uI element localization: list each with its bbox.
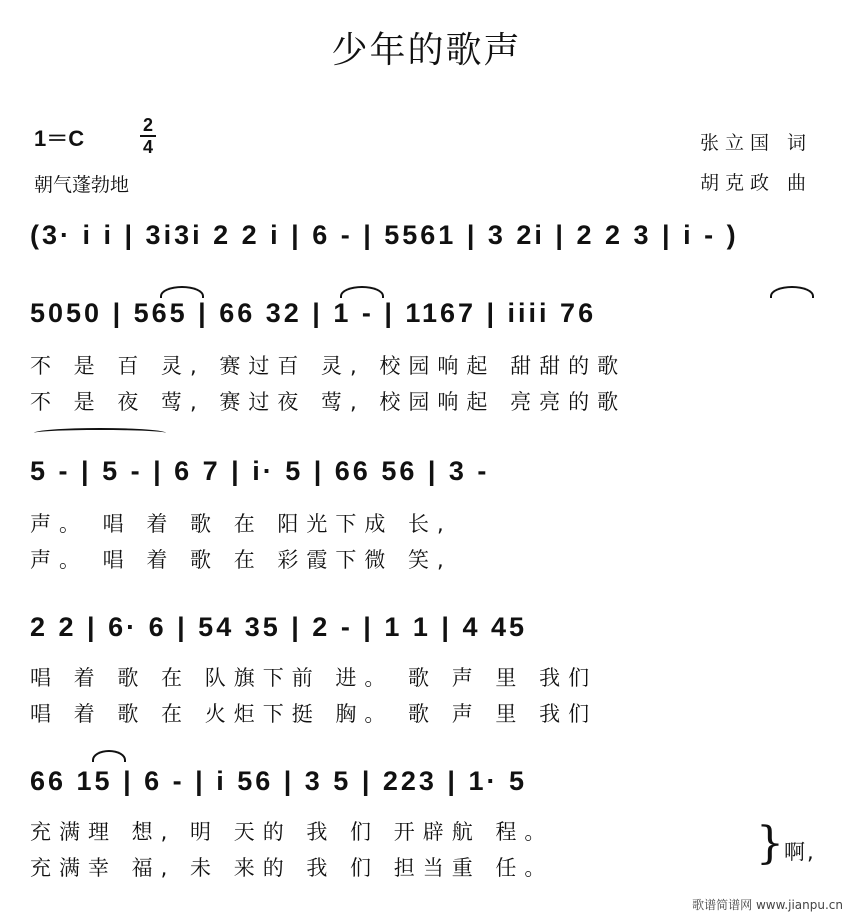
- time-signature: [140, 116, 156, 156]
- ending-lyric: 啊,: [784, 840, 816, 864]
- lyric-row-3-verse-2: 声。 唱 着 歌 在 彩霞下微 笑,: [30, 548, 452, 572]
- lyric-row-2-verse-1: 不 是 百 灵, 赛过百 灵, 校园响起 甜甜的歌: [30, 354, 627, 378]
- tie-arc: [92, 750, 126, 762]
- lyricist-credit: 张立国 词: [700, 132, 813, 154]
- lyric-row-5-verse-1: 充满理 想, 明 天的 我 们 开辟航 程。: [30, 820, 554, 844]
- song-title: 少年的歌声: [331, 30, 522, 71]
- tie-arc: [770, 286, 814, 298]
- time-signature-top: 2: [142, 115, 153, 135]
- composer-credit: 胡克政 曲: [700, 172, 813, 194]
- lyric-row-3-verse-1: 声。 唱 着 歌 在 阳光下成 长,: [30, 512, 452, 536]
- staff-row-4-notes: 2 2 | 6· 6 | 54 35 | 2 - | 1 1 | 4 45: [30, 612, 528, 642]
- lyric-row-5-verse-2: 充满幸 福, 未 来的 我 们 担当重 任。: [30, 856, 554, 880]
- watermark: 歌谱简谱网 www.jianpu.cn: [692, 898, 843, 912]
- staff-row-5-notes: 66 15 | 6 - | i 56 | 3 5 | 223 | 1· 5: [30, 766, 528, 796]
- lyric-row-4-verse-2: 唱 着 歌 在 火炬下挺 胸。 歌 声 里 我们: [30, 702, 598, 726]
- key-signature: 1＝C: [34, 126, 85, 151]
- tie-arc: [160, 286, 204, 298]
- lyric-row-4-verse-1: 唱 着 歌 在 队旗下前 进。 歌 声 里 我们: [30, 666, 598, 690]
- tempo-marking: 朝气蓬勃地: [34, 174, 130, 196]
- tie-arc: [340, 286, 384, 298]
- verse-brace: }: [756, 818, 784, 869]
- staff-row-3-notes: 5 - | 5 - | 6 7 | i· 5 | 66 56 | 3 -: [30, 456, 490, 486]
- lyric-row-2-verse-2: 不 是 夜 莺, 赛过夜 莺, 校园响起 亮亮的歌: [30, 390, 627, 414]
- staff-row-2-notes: 5050 | 565 | 66 32 | 1 - | 1167 | iiii 76: [30, 298, 597, 328]
- staff-row-1-notes: (3· i i | 3i3i 2 2 i | 6 - | 5561 | 3 2i | 2 2 3 | i - ): [30, 220, 739, 250]
- slur-arc: [34, 428, 166, 438]
- time-signature-bottom: 4: [142, 137, 153, 157]
